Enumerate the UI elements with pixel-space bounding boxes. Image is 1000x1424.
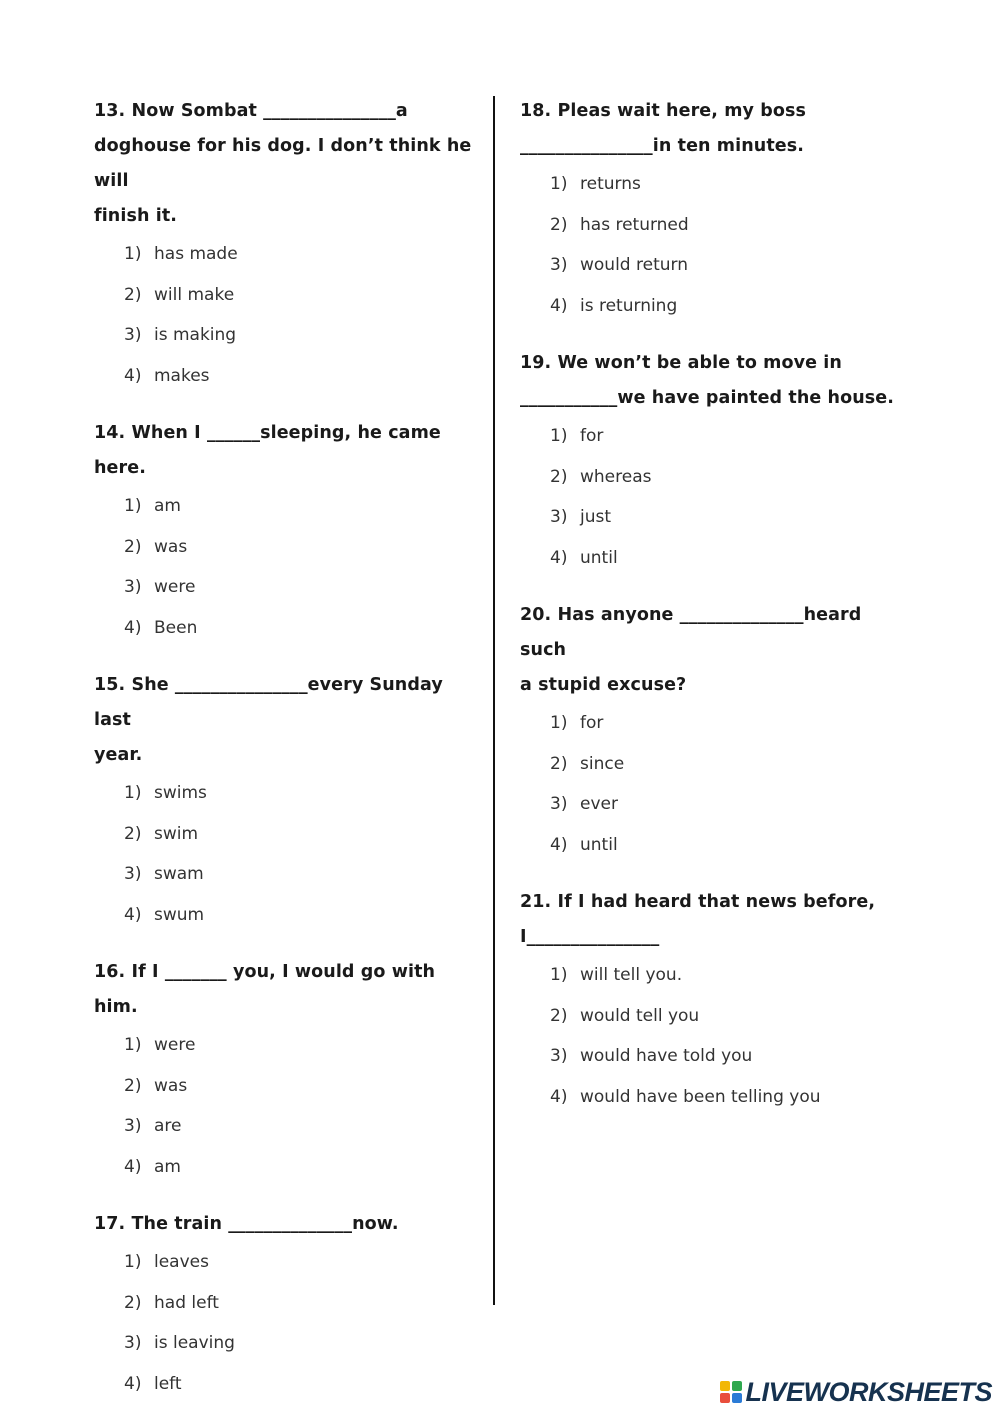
option-2[interactable]: 2) will make (124, 284, 235, 305)
option-4[interactable]: 4) swum (124, 904, 205, 925)
question-stem: 13. Now Sombat _______________a doghouse for his dog. I don’t think he will finish it. (94, 101, 472, 226)
option-3[interactable]: 3) ever (550, 794, 618, 814)
option-3[interactable]: 3) is leaving (124, 1333, 235, 1353)
options-list (94, 1025, 474, 1187)
liveworksheets-logo[interactable] (720, 1377, 992, 1407)
option-3[interactable]: 3) swam (124, 864, 204, 884)
question-17 (94, 1207, 474, 1404)
question-15 (94, 668, 474, 935)
left-column (94, 94, 474, 1424)
logo-square-yellow (720, 1381, 730, 1391)
option-1[interactable]: 1) swims (124, 783, 207, 803)
logo-square-red (720, 1393, 730, 1403)
option-1[interactable]: 1) were (124, 1035, 196, 1055)
options-list (520, 703, 910, 865)
option-1[interactable]: 1) will tell you. (550, 965, 683, 985)
question-stem: 18. Pleas wait here, my boss _______________in ten minutes. (520, 101, 807, 156)
question-16 (94, 955, 474, 1187)
question-stem: 20. Has anyone ______________heard such a stupid excuse? (520, 605, 862, 695)
option-2[interactable]: 2) would tell you (550, 1005, 700, 1026)
options-list (520, 955, 910, 1117)
question-stem: 16. If I _______ you, I would go with him. (94, 962, 436, 1017)
option-1[interactable]: 1) has made (124, 244, 238, 264)
option-2[interactable]: 2) had left (124, 1292, 219, 1313)
option-1[interactable]: 1) leaves (124, 1252, 209, 1272)
option-1[interactable]: 1) for (550, 426, 604, 446)
option-4[interactable]: 4) makes (124, 365, 210, 386)
option-3[interactable]: 3) were (124, 577, 196, 597)
option-4[interactable]: 4) is returning (550, 295, 678, 316)
option-1[interactable]: 1) returns (550, 174, 641, 194)
option-2[interactable]: 2) whereas (550, 466, 652, 487)
logo-square-green (732, 1381, 742, 1391)
option-4[interactable]: 4) until (550, 547, 618, 568)
options-list (94, 1242, 474, 1404)
option-4[interactable]: 4) until (550, 834, 618, 855)
option-3[interactable]: 3) is making (124, 325, 237, 345)
option-1[interactable]: 1) for (550, 713, 604, 733)
options-list (520, 164, 910, 326)
option-2[interactable]: 2) was (124, 1075, 188, 1096)
option-1[interactable]: 1) am (124, 496, 181, 516)
option-4[interactable]: 4) Been (124, 617, 198, 638)
question-13 (94, 94, 474, 396)
question-14 (94, 416, 474, 648)
option-2[interactable]: 2) since (550, 753, 625, 774)
question-21 (520, 885, 910, 1117)
question-stem: 21. If I had heard that news before, I_______________ (520, 892, 876, 947)
option-2[interactable]: 2) has returned (550, 214, 689, 235)
option-4[interactable]: 4) am (124, 1156, 181, 1177)
question-19 (520, 346, 910, 578)
logo-square-blue (732, 1393, 742, 1403)
question-20 (520, 598, 910, 865)
options-list (520, 416, 910, 578)
question-stem: 17. The train ______________now. (94, 1214, 399, 1234)
column-divider (493, 96, 495, 1305)
question-stem: 14. When I ______sleeping, he came here. (94, 423, 441, 478)
options-list (94, 773, 474, 935)
options-list (94, 234, 474, 396)
brand-name: LIVEWORKSHEETS (745, 1376, 992, 1407)
option-3[interactable]: 3) are (124, 1116, 182, 1136)
question-18 (520, 94, 910, 326)
question-stem: 15. She _______________every Sunday last year. (94, 675, 443, 765)
option-2[interactable]: 2) swim (124, 823, 199, 844)
option-4[interactable]: 4) would have been telling you (550, 1086, 821, 1107)
option-3[interactable]: 3) would return (550, 255, 688, 275)
option-4[interactable]: 4) left (124, 1373, 182, 1394)
options-list (94, 486, 474, 648)
right-column (520, 94, 910, 1137)
logo-icon (720, 1381, 742, 1403)
question-stem: 19. We won’t be able to move in ___________we have painted the house. (520, 353, 895, 408)
option-2[interactable]: 2) was (124, 536, 188, 557)
option-3[interactable]: 3) would have told you (550, 1046, 753, 1066)
option-3[interactable]: 3) just (550, 507, 612, 527)
